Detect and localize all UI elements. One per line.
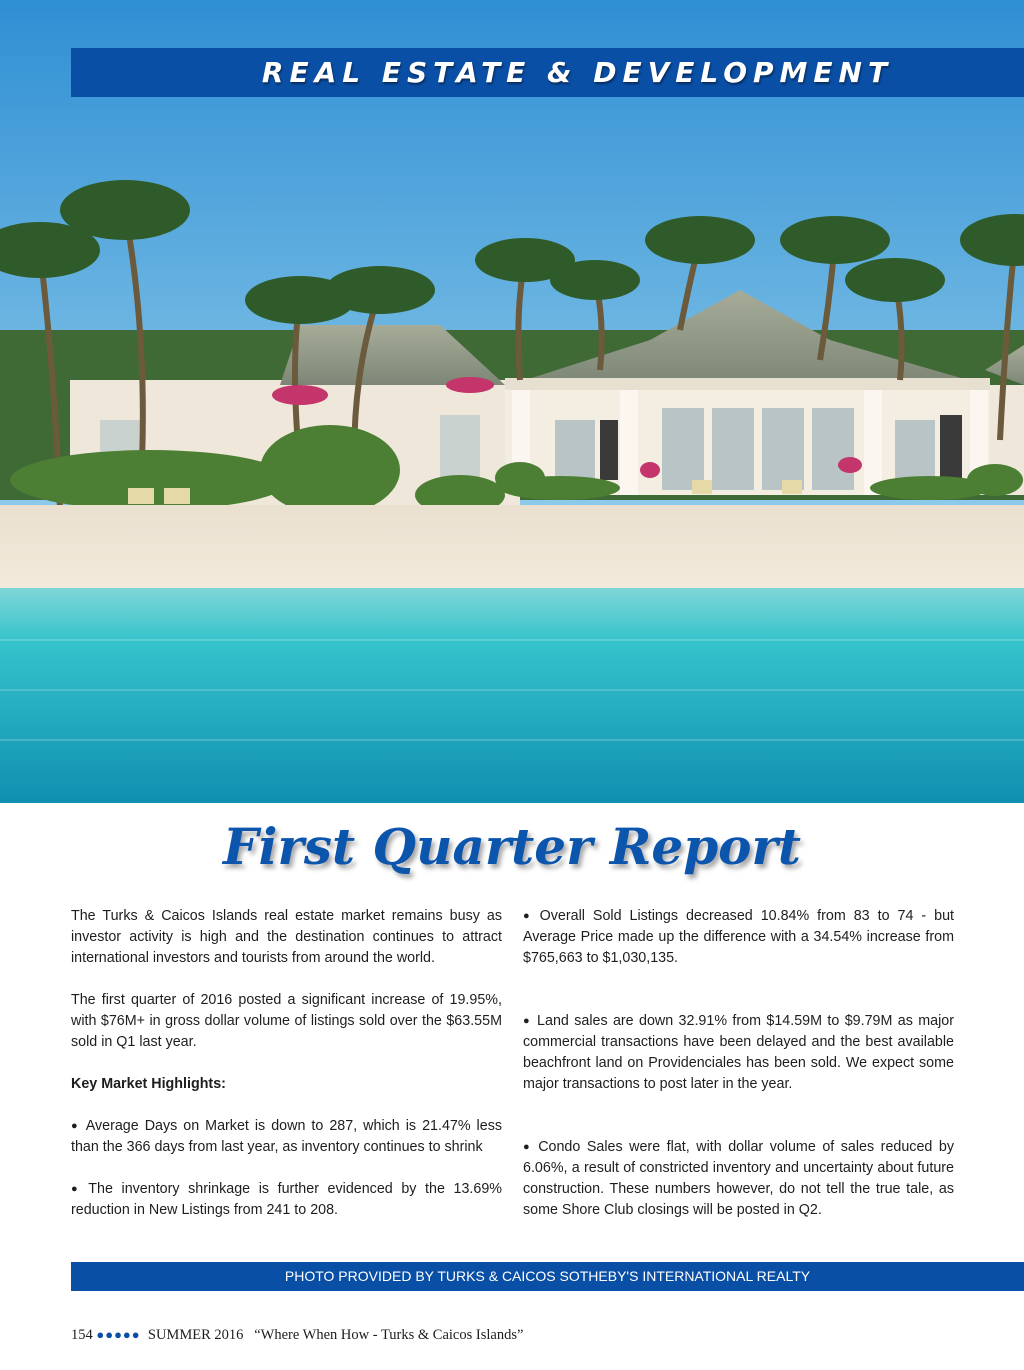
photo-credit: PHOTO PROVIDED BY TURKS & CAICOS SOTHEBY'S INTERNATIONAL REALTY: [71, 1262, 1024, 1291]
bullet-item: [523, 1011, 954, 1095]
page-number: 154: [71, 1327, 93, 1343]
quarter-paragraph: The first quarter of 2016 posted a significant increase of 19.95%, with $76M+ in gross dollar volume of listings sold over the $63.55M sold in Q1 last year.: [71, 992, 502, 1050]
bullet-item: [71, 1116, 502, 1158]
bullet-text: Land sales are down 32.91% from $14.59M to $9.79M as major commercial transactions have been delayed and the best available beachfront land on Providenciales has been sold. We expect some major transactions to post later in the year.: [523, 1013, 954, 1092]
section-title: REAL ESTATE & DEVELOPMENT: [261, 56, 894, 89]
bullet-icon: ●: [523, 1141, 533, 1153]
page-footer: [71, 1327, 523, 1344]
separator-dots-icon: ●●●●●: [96, 1327, 141, 1342]
intro-paragraph: The Turks & Caicos Islands real estate market remains busy as investor activity is high and the destination continues to attract international investors and tourists from around the world.: [71, 908, 502, 966]
bullet-item: [71, 1179, 502, 1221]
left-column: [71, 906, 502, 1221]
bullet-text: Overall Sold Listings decreased 10.84% from 83 to 74 - but Average Price made up the difference with a 34.54% increase from $765,663 to $1,030,135.: [523, 908, 954, 966]
section-banner: [71, 48, 1024, 97]
issue-label: SUMMER 2016: [147, 1327, 244, 1343]
bullet-item: [523, 906, 954, 969]
bullet-icon: ●: [523, 1015, 532, 1027]
publication-name: “Where When How - Turks & Caicos Islands”: [254, 1327, 524, 1343]
bullet-text: Average Days on Market is down to 287, which is 21.47% less than the 366 days from last year, as inventory continues to shrink: [71, 1118, 502, 1155]
bullet-text: The inventory shrinkage is further evidenced by the 13.69% reduction in New Listings from 241 to 208.: [71, 1181, 502, 1218]
highlights-heading: Key Market Highlights:: [71, 1076, 226, 1092]
bullet-icon: ●: [71, 1120, 80, 1132]
bullet-icon: ●: [523, 910, 534, 922]
bullet-item: [523, 1137, 954, 1221]
bullet-text: Condo Sales were flat, with dollar volume of sales reduced by 6.06%, a result of constricted inventory and uncertainty about future construction. These numbers however, do not tell the true tale, as some Shore Club closings will be posted in Q2.: [523, 1139, 954, 1218]
bullet-icon: ●: [71, 1183, 83, 1195]
report-title: First Quarter Report: [223, 817, 801, 876]
right-column: [523, 906, 954, 1221]
